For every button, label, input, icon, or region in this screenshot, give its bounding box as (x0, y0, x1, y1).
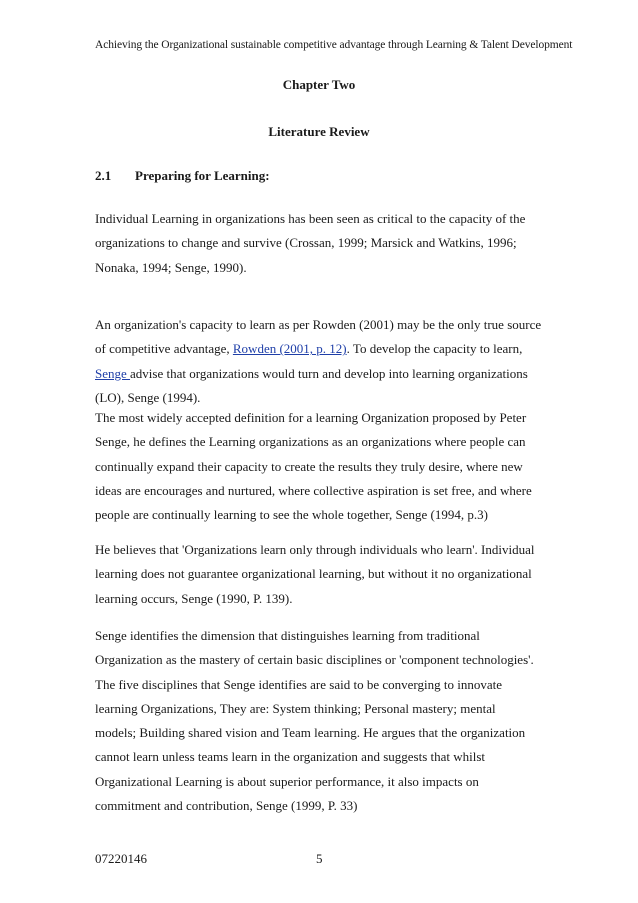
paragraph-line: The most widely accepted definition for a learning Organization proposed by Peter (95, 410, 527, 425)
section-number: 2.1 (95, 168, 112, 183)
section-title: Preparing for Learning: (135, 168, 270, 183)
running-header: Achieving the Organizational sustainable competitive advantage through Learning & Talent Development (95, 39, 573, 51)
paragraph-line: commitment and contribution, Senge (1999, P. 33) (95, 798, 358, 814)
paragraph-line: continually expand their capacity to create the results they truly desire, where new (95, 458, 523, 474)
paragraph-line: people are continually learning to see the whole together, Senge (1994, p.3) (95, 507, 488, 523)
paragraph-line: (LO), Senge (1994). (95, 389, 201, 405)
paragraph-2 (95, 313, 555, 410)
paragraph-line (95, 362, 555, 386)
paragraph-1 (95, 207, 555, 280)
paragraph-line: Senge, he defines the Learning organizations as an organizations where people can (95, 434, 526, 450)
paragraph-line: An organization's capacity to learn as per Rowden (2001) may be the only true source (95, 317, 542, 332)
paragraph-line: Nonaka, 1994; Senge, 1990). (95, 259, 247, 275)
chapter-title: Chapter Two (282, 77, 356, 92)
paragraph-line: Organization as the mastery of certain basic disciplines or 'component technologies'. (95, 652, 534, 668)
paragraph-line: learning Organizations, They are: System thinking; Personal mastery; mental (95, 700, 496, 716)
paragraph-line: cannot learn unless teams learn in the organization and suggests that whilst (95, 749, 486, 765)
citation-link-rowden[interactable]: Rowden (2001, p. 12) (232, 341, 347, 357)
footer-page-number: 5 (316, 851, 323, 866)
paragraph-line: models; Building shared vision and Team learning. He argues that the organization (95, 725, 526, 741)
paragraph-line: Senge identifies the dimension that distinguishes learning from traditional (95, 628, 480, 643)
paragraph-line: ideas are encourages and nurtured, where collective aspiration is set free, and where (95, 482, 532, 498)
paragraph-line: learning does not guarantee organizational learning, but without it no organizational (95, 566, 532, 582)
paragraph-line: Organizational Learning is about superior performance, it also impacts on (95, 773, 479, 789)
paragraph-line (95, 337, 555, 361)
paragraph-line: organizations to change and survive (Crossan, 1999; Marsick and Watkins, 1996; (95, 235, 517, 251)
paragraph-line: The five disciplines that Senge identifies are said to be converging to innovate (95, 676, 502, 692)
paragraph-text: advise that organizations would turn and develop into learning organizations (130, 365, 528, 381)
paragraph-3 (95, 406, 555, 527)
paragraph-text: . To develop the capacity to learn, (346, 341, 523, 357)
paragraph-line: He believes that 'Organizations learn only through individuals who learn'. Individual (95, 542, 535, 557)
paragraph-line: Individual Learning in organizations has been seen as critical to the capacity of the (95, 211, 526, 226)
paragraph-4 (95, 538, 555, 611)
chapter-subtitle: Literature Review (268, 124, 370, 139)
paragraph-text: of competitive advantage, (95, 341, 233, 357)
footer-student-id: 07220146 (95, 851, 147, 866)
paragraph-line: learning occurs, Senge (1990, P. 139). (95, 590, 293, 606)
citation-link-senge[interactable]: Senge (95, 365, 131, 381)
section-heading (95, 168, 270, 184)
paragraph-5 (95, 624, 555, 818)
